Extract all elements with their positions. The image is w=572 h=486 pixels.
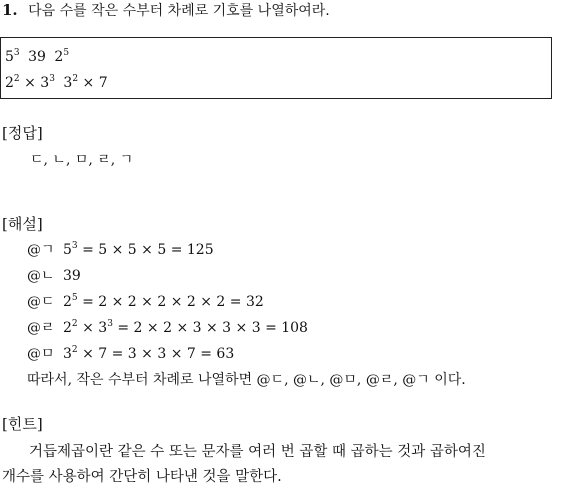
explanation-line-1: @ㄱ $5^3 = 5 \times 5 \times 5 = 125$ xyxy=(27,241,214,258)
choices-row-2 xyxy=(5,75,108,91)
explanation-line-2: @ㄴ 39 xyxy=(27,268,81,284)
question-number: 1. xyxy=(2,1,18,19)
explanation-header: [해설] xyxy=(2,215,43,233)
answer-text: ㄷ, ㄴ, ㅁ, ㄹ, ㄱ xyxy=(30,152,134,168)
explanation-line-3: @ㄷ $2^5 = 2 \times 2 \times 2 \times 2 \times 2 = 32$ xyxy=(27,293,264,310)
choice-product-1: $2^2 \times 3^3$ xyxy=(5,74,55,91)
choices-row-1 xyxy=(5,49,69,65)
explanation-line-5: @ㅁ $3^2 \times 7 = 3 \times 3 \times 7 = 63$ xyxy=(27,345,235,362)
explanation-conclusion: 따라서, 작은 수부터 차례로 나열하면 @ㄷ, @ㄴ, @ㅁ, @ㄹ, @ㄱ 이다. xyxy=(27,372,466,388)
answer-header: [정답] xyxy=(2,124,43,142)
question-text: 다음 수를 작은 수부터 차례로 기호를 나열하여라. xyxy=(28,3,330,19)
explanation-line-4: @ㄹ $2^2 \times 3^3 = 2 \times 2 \times 3 \times 3 \times 3 = 108$ xyxy=(27,319,308,336)
choice-power-1: $5^3$ xyxy=(5,48,20,65)
question-line xyxy=(2,0,330,20)
choice-plain-39: 39 xyxy=(28,49,46,65)
choice-product-2: $3^2 \times 7$ xyxy=(63,74,108,91)
hint-header: [힌트] xyxy=(2,415,43,433)
hint-line-2: 개수를 사용하여 간단히 나타낸 것을 말한다. xyxy=(2,469,282,485)
choice-power-2: $2^5$ xyxy=(54,48,70,65)
hint-line-1: 거듭제곱이란 같은 수 또는 문자를 여러 번 곱할 때 곱하는 것과 곱하여진 xyxy=(29,444,486,460)
